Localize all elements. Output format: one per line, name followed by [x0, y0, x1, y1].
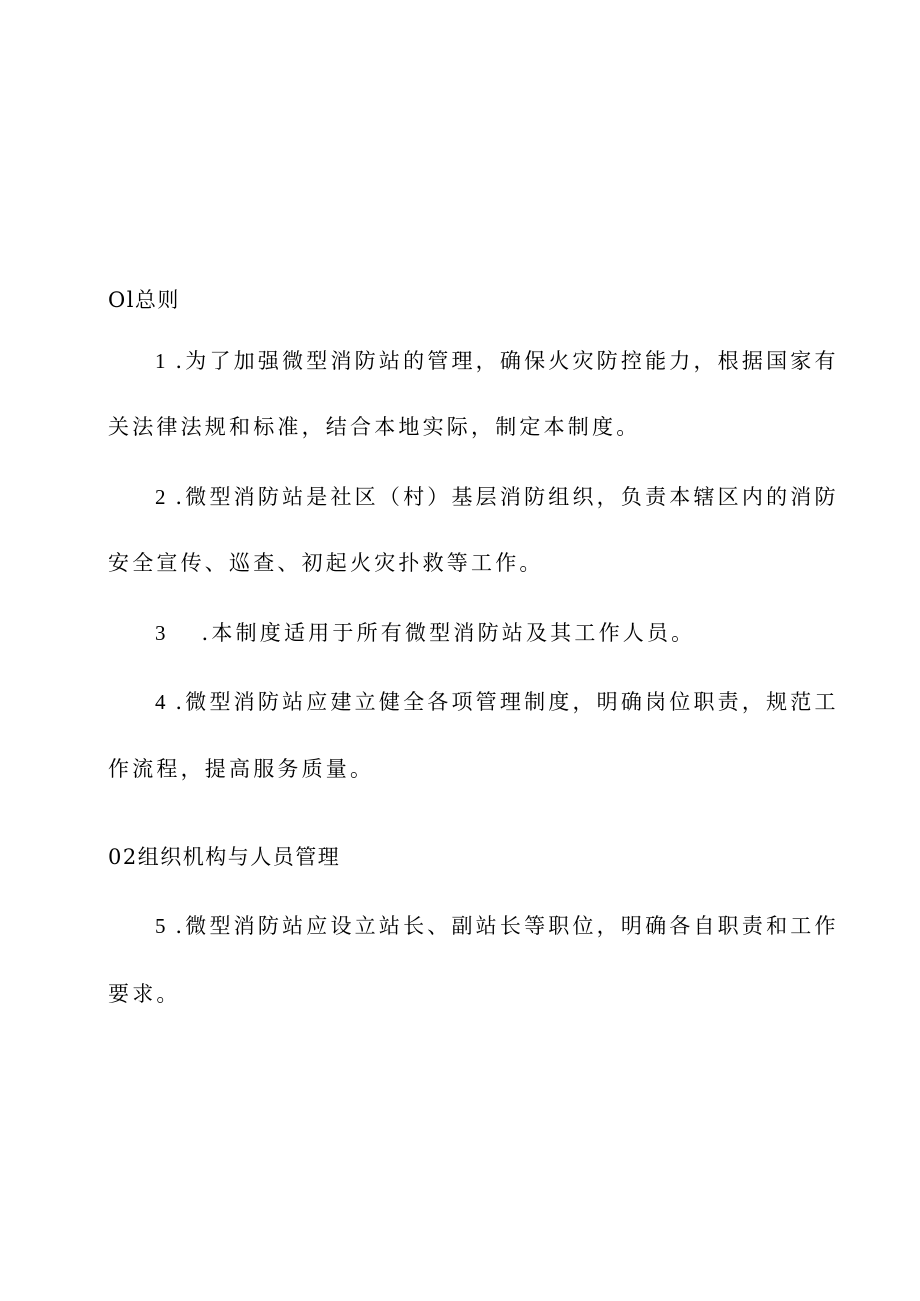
paragraph-line: [155, 912, 839, 940]
paragraph-line: 要求。: [108, 982, 181, 1006]
paragraph-text: .微型消防站应建立健全各项管理制度，明确岗位职责，规范工: [175, 690, 839, 714]
paragraph-line: 安全宣传、巡查、初起火灾扑救等工作。: [108, 551, 544, 575]
section-heading: 02组织机构与人员管理: [108, 845, 341, 869]
paragraph-line: [155, 483, 839, 511]
section-heading: Ol总则: [108, 288, 180, 312]
paragraph-line: 关法律法规和标准，结合本地实际，制定本制度。: [108, 415, 641, 439]
paragraph-line: 作流程，提高服务质量。: [108, 757, 375, 781]
paragraph-text: .微型消防站是社区（村）基层消防组织，负责本辖区内的消防: [175, 485, 839, 509]
item-number: 2: [155, 485, 166, 509]
paragraph-line: [155, 347, 839, 375]
paragraph-text: .本制度适用于所有微型消防站及其工作人员。: [201, 621, 696, 645]
item-number: 3: [155, 621, 166, 645]
item-number: 1: [155, 349, 166, 373]
paragraph-line: [155, 619, 695, 647]
item-number: 5: [155, 914, 166, 938]
paragraph-text: .微型消防站应设立站长、副站长等职位，明确各自职责和工作: [175, 914, 839, 938]
paragraph-text: .为了加强微型消防站的管理，确保火灾防控能力，根据国家有: [175, 349, 839, 373]
item-number: 4: [155, 690, 166, 714]
paragraph-line: [155, 688, 839, 716]
